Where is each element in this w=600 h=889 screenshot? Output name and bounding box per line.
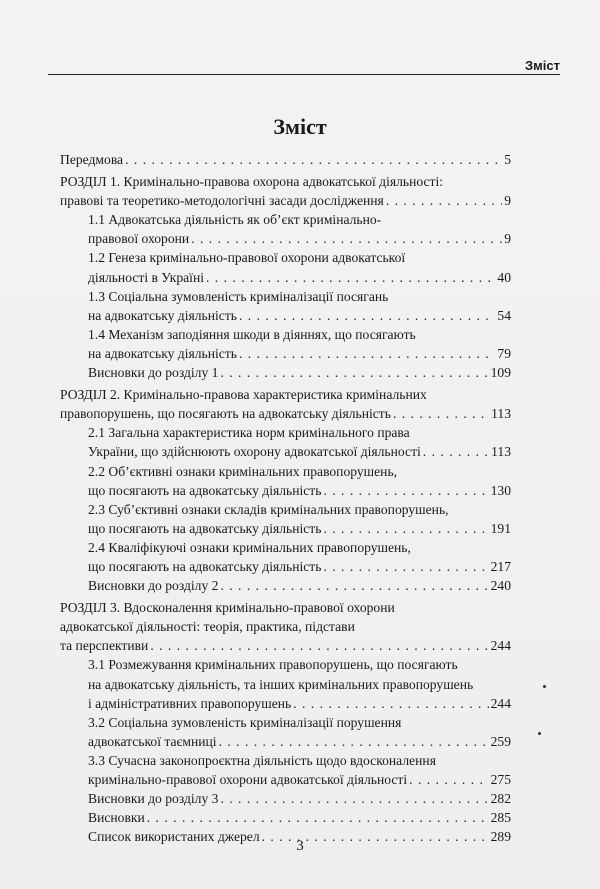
toc-entry-line: [60, 172, 511, 191]
toc-page-number: 259: [490, 733, 511, 749]
toc-page-number: 109: [490, 365, 511, 381]
toc-page-number: 275: [490, 772, 511, 787]
toc-page-number: 289: [490, 829, 511, 845]
toc-page-number: 5: [504, 152, 511, 167]
dot-leader: [147, 808, 489, 827]
toc-entry-text: 1.1 Адвокатська діяльність як об’єкт кримінально-: [88, 212, 382, 228]
dot-leader: [150, 636, 488, 655]
toc-page-number: 285: [490, 810, 511, 826]
toc-entry-text: і адміністративних правопорушень: [88, 695, 292, 711]
toc-entry-line: [88, 557, 511, 576]
toc-entry-text: 3.1 Розмежування кримінальних правопорушень, що посягають: [88, 657, 458, 673]
dot-leader: [293, 694, 488, 713]
toc-entry-text: РОЗДІЛ 3. Вдосконалення кримінально-правової охорони: [60, 600, 395, 616]
dot-leader: [323, 519, 488, 538]
toc-entry-line: [88, 808, 511, 827]
toc-entry-line: [88, 442, 511, 461]
toc-entry-line: [88, 423, 511, 442]
toc-entry-text: 1.2 Генеза кримінально-правової охорони адвокатської: [88, 250, 406, 266]
toc-entry-line: [88, 287, 511, 306]
toc-entry-text: правові та теоретико-методологічні засади дослідження: [60, 193, 384, 209]
toc-entry-line: [88, 655, 511, 674]
toc-section-entry[interactable]: [60, 248, 511, 286]
toc-section-entry[interactable]: [60, 287, 511, 325]
toc-entry-text: кримінально-правової охорони адвокатської діяльності: [88, 772, 408, 787]
dot-leader: [206, 268, 495, 287]
toc-page-number: 40: [497, 269, 511, 285]
toc-entry-line: [88, 500, 511, 519]
toc-entry-text: України, що здійснюють охорону адвокатської діяльності: [88, 444, 421, 460]
toc-entry-text: Передмова: [60, 152, 124, 167]
toc-page-number: 244: [490, 695, 511, 711]
dot-leader: [191, 229, 502, 248]
toc-section-entry[interactable]: [60, 462, 511, 500]
toc-entry-text: правової охорони: [88, 231, 190, 247]
toc-section-entry[interactable]: [60, 500, 511, 538]
toc-page-number: 9: [504, 231, 511, 247]
toc-entry-line: [88, 248, 511, 267]
toc-entry-text: Висновки до розділу 3: [88, 791, 219, 807]
toc-page-number: 130: [490, 482, 511, 498]
toc-page-number: 54: [497, 307, 511, 323]
dot-leader: [220, 363, 488, 382]
toc-entry-line: [88, 481, 511, 500]
toc-entry-text: 1.3 Соціальна зумовленість криміналізації посягань: [88, 288, 389, 304]
running-head: Зміст: [525, 58, 560, 73]
header-rule: [48, 74, 560, 75]
toc-entry-text: 2.4 Кваліфікуючі ознаки кримінальних правопорушень,: [88, 539, 411, 555]
toc-entry-text: 1.4 Механізм заподіяння шкоди в діяннях, що посягають: [88, 326, 416, 342]
toc-section-entry[interactable]: [60, 751, 511, 789]
dot-leader: [239, 344, 495, 363]
toc-entry-text: адвокатської таємниці: [88, 733, 217, 749]
dot-leader: [220, 789, 488, 808]
toc-page-number: 9: [504, 193, 511, 209]
toc-entry-text: що посягають на адвокатську діяльність: [88, 520, 322, 536]
toc-entry-line: [60, 617, 511, 636]
toc-entry-text: та перспективи: [60, 638, 149, 654]
toc-section-entry[interactable]: [60, 423, 511, 461]
toc-chapter-entry[interactable]: [60, 172, 511, 210]
toc-entry-line: [60, 385, 511, 404]
toc-section-entry[interactable]: [60, 325, 511, 363]
toc-page-number: 79: [497, 345, 511, 361]
dot-leader: [323, 557, 488, 576]
toc-entry-line: [60, 150, 511, 169]
toc-entry-text: Список використаних джерел: [88, 829, 260, 845]
toc-entry-line: [88, 229, 511, 248]
toc-entry-line: [88, 268, 511, 287]
toc-entry-text: правопорушень, що посягають на адвокатську діяльність: [60, 406, 391, 422]
toc-entry-text: РОЗДІЛ 1. Кримінально-правова охорона адвокатської діяльності:: [60, 174, 444, 190]
toc-entry-text: 3.3 Сучасна законопроєктна діяльність щодо вдосконалення: [88, 752, 436, 768]
dot-leader: [219, 732, 489, 751]
toc-entry-text: 2.3 Суб’єктивні ознаки складів кримінальних правопорушень,: [88, 501, 449, 517]
toc-entry-line: [60, 598, 511, 617]
toc-section-entry[interactable]: [60, 655, 511, 712]
toc-section-entry[interactable]: [60, 210, 511, 248]
toc-entry-text: на адвокатську діяльність: [88, 307, 237, 323]
toc-section-entry[interactable]: [60, 576, 511, 595]
toc-entry-line: [88, 363, 511, 382]
dot-leader: [239, 306, 495, 325]
toc-entry-text: РОЗДІЛ 2. Кримінально-правова характеристика кримінальних: [60, 387, 427, 403]
toc-entry-text: Висновки до розділу 1: [88, 365, 219, 381]
dot-leader: [423, 442, 489, 461]
toc-page-number: 191: [490, 520, 511, 536]
toc-entry-text: Висновки: [88, 810, 145, 826]
toc-chapter-entry[interactable]: [60, 385, 511, 423]
toc-entry-line: [60, 636, 511, 655]
table-of-contents: [60, 150, 511, 846]
toc-entry-text: діяльності в Україні: [88, 269, 204, 285]
toc-section-entry[interactable]: [60, 808, 511, 827]
toc-section-entry[interactable]: [60, 538, 511, 576]
page-title: Зміст: [273, 114, 327, 139]
dot-leader: [125, 150, 502, 169]
dot-leader: [393, 404, 489, 423]
dot-leader: [220, 576, 488, 595]
toc-entry-line: [88, 576, 511, 595]
scan-speck: [538, 732, 541, 735]
toc-page-number: 113: [491, 406, 511, 422]
toc-entry-line: [88, 694, 511, 713]
toc-entry-text: 3.2 Соціальна зумовленість криміналізації порушення: [88, 714, 402, 730]
toc-entry-line: [88, 306, 511, 325]
toc-page-number: 282: [490, 791, 511, 807]
toc-entry-text: Висновки до розділу 2: [88, 578, 219, 594]
scan-speck: [543, 685, 546, 688]
toc-entry-text: адвокатської діяльності: теорія, практика, підстави: [60, 619, 355, 635]
toc-entry-text: на адвокатську діяльність: [88, 345, 237, 361]
toc-entry-text: 2.2 Об’єктивні ознаки кримінальних правопорушень,: [88, 463, 398, 479]
dot-leader: [386, 191, 502, 210]
toc-entry-text: що посягають на адвокатську діяльність: [88, 482, 322, 498]
toc-entry-line: [88, 519, 511, 538]
page-number: 3: [296, 838, 304, 854]
toc-entry-line: [88, 732, 511, 751]
toc-section-entry[interactable]: [60, 789, 511, 808]
toc-page-number: 113: [491, 444, 511, 460]
toc-chapter-entry[interactable]: [60, 598, 511, 655]
toc-entry-line: [88, 325, 511, 344]
toc-entry-line: [88, 713, 511, 732]
dot-leader: [323, 481, 488, 500]
toc-entry-line: [88, 344, 511, 363]
toc-page-number: 217: [490, 558, 511, 574]
toc-section-entry[interactable]: [60, 713, 511, 751]
toc-entry-line: [88, 210, 511, 229]
toc-entry-line: [88, 789, 511, 808]
toc-entry-text: на адвокатську діяльність, та інших кримінальних правопорушень: [88, 676, 474, 692]
toc-page-number: 240: [490, 578, 511, 594]
toc-entry-line: [88, 675, 511, 694]
toc-entry-text: що посягають на адвокатську діяльність: [88, 558, 322, 574]
toc-entry-line: [60, 404, 511, 423]
toc-entry-text: 2.1 Загальна характеристика норм кримінального права: [88, 425, 410, 441]
toc-chapter-entry[interactable]: [60, 150, 511, 169]
toc-entry-line: [60, 191, 511, 210]
toc-page-number: 244: [490, 638, 511, 654]
toc-entry-line: [88, 538, 511, 557]
toc-entry-line: [88, 751, 511, 770]
toc-section-entry[interactable]: [60, 363, 511, 382]
toc-entry-line: [88, 462, 511, 481]
toc-entry-line: [88, 770, 511, 789]
dot-leader: [409, 770, 488, 789]
